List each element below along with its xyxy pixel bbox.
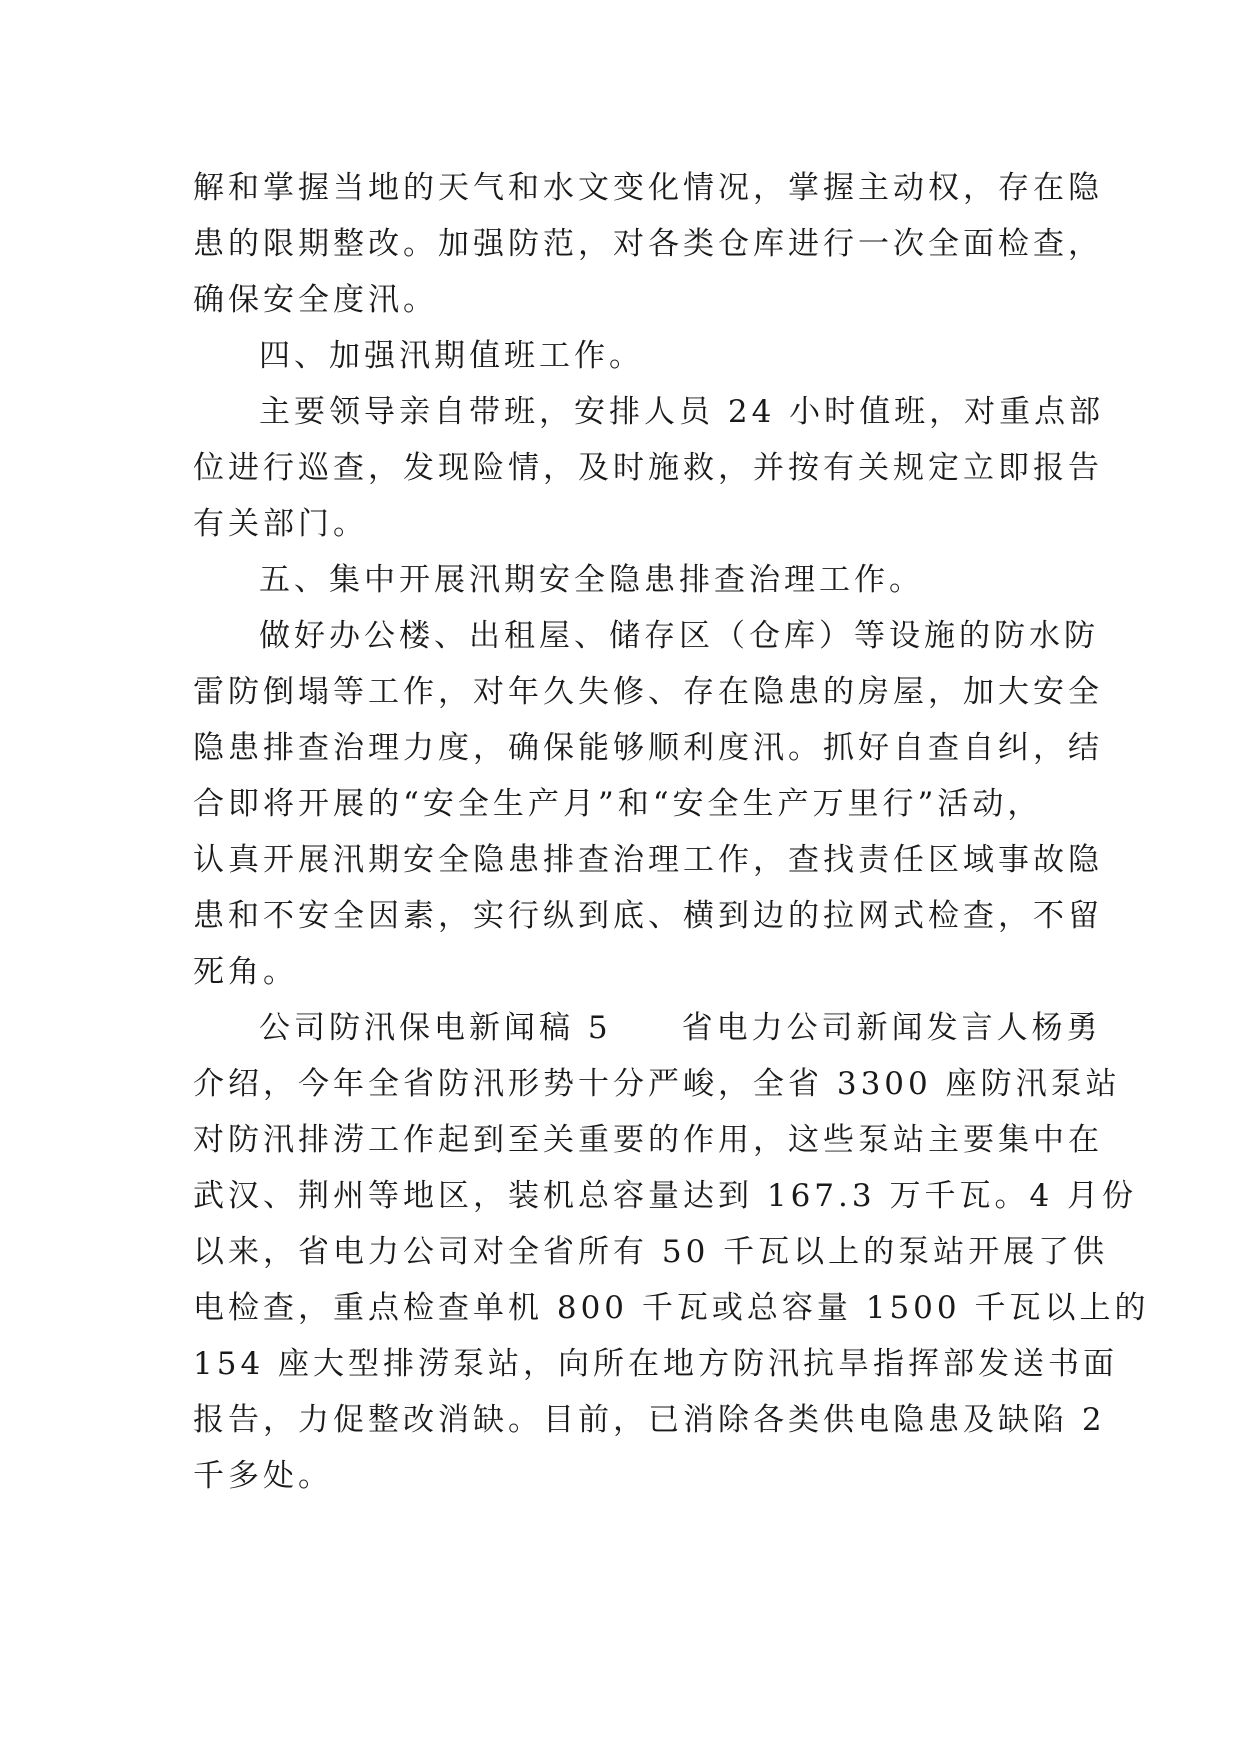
text-line: 死角。 xyxy=(193,954,298,990)
document-body xyxy=(193,160,1150,1504)
section-heading-5: 五、集中开展汛期安全隐患排查治理工作。 xyxy=(259,562,924,598)
text-line: 患和不安全因素，实行纵到底、横到边的拉网式检查，不留 xyxy=(193,898,1103,934)
text-line: 有关部门。 xyxy=(193,506,368,542)
text-line: 患的限期整改。加强防范，对各类仓库进行一次全面检查， xyxy=(193,226,1103,262)
text-line: 介绍，今年全省防汛形势十分严峻，全省 3300 座防汛泵站 xyxy=(193,1066,1121,1102)
text-line: 对防汛排涝工作起到至关重要的作用，这些泵站主要集中在 xyxy=(193,1122,1103,1158)
text-line: 隐患排查治理力度，确保能够顺利度汛。抓好自查自纠，结 xyxy=(193,730,1103,766)
text-line: 雷防倒塌等工作，对年久失修、存在隐患的房屋，加大安全 xyxy=(193,674,1103,710)
text-line: 154 座大型排涝泵站，向所在地方防汛抗旱指挥部发送书面 xyxy=(193,1346,1119,1382)
text-line: 位进行巡查，发现险情，及时施救，并按有关规定立即报告 xyxy=(193,450,1103,486)
text-line: 认真开展汛期安全隐患排查治理工作，查找责任区域事故隐 xyxy=(193,842,1103,878)
section-heading-4: 四、加强汛期值班工作。 xyxy=(259,338,644,374)
text-line: 武汉、荆州等地区，装机总容量达到 167.3 万千瓦。4 月份 xyxy=(193,1178,1138,1214)
text-line: 千多处。 xyxy=(193,1458,333,1494)
text-line: 做好办公楼、出租屋、储存区（仓库）等设施的防水防 xyxy=(259,618,1099,654)
text-line: 报告，力促整改消缺。目前，已消除各类供电隐患及缺陷 2 xyxy=(193,1402,1106,1438)
text-line: 解和掌握当地的天气和水文变化情况，掌握主动权，存在隐 xyxy=(193,170,1103,206)
text-line: 以来，省电力公司对全省所有 50 千瓦以上的泵站开展了供 xyxy=(193,1234,1109,1270)
text-line: 确保安全度汛。 xyxy=(193,282,438,318)
article-title-line: 公司防汛保电新闻稿 5 省电力公司新闻发言人杨勇 xyxy=(259,1010,1102,1046)
text-line: 主要领导亲自带班，安排人员 24 小时值班，对重点部 xyxy=(259,394,1105,430)
text-line: 合即将开展的“安全生产月”和“安全生产万里行”活动， xyxy=(193,786,1043,822)
text-line: 电检查，重点检查单机 800 千瓦或总容量 1500 千瓦以上的 xyxy=(193,1290,1150,1326)
